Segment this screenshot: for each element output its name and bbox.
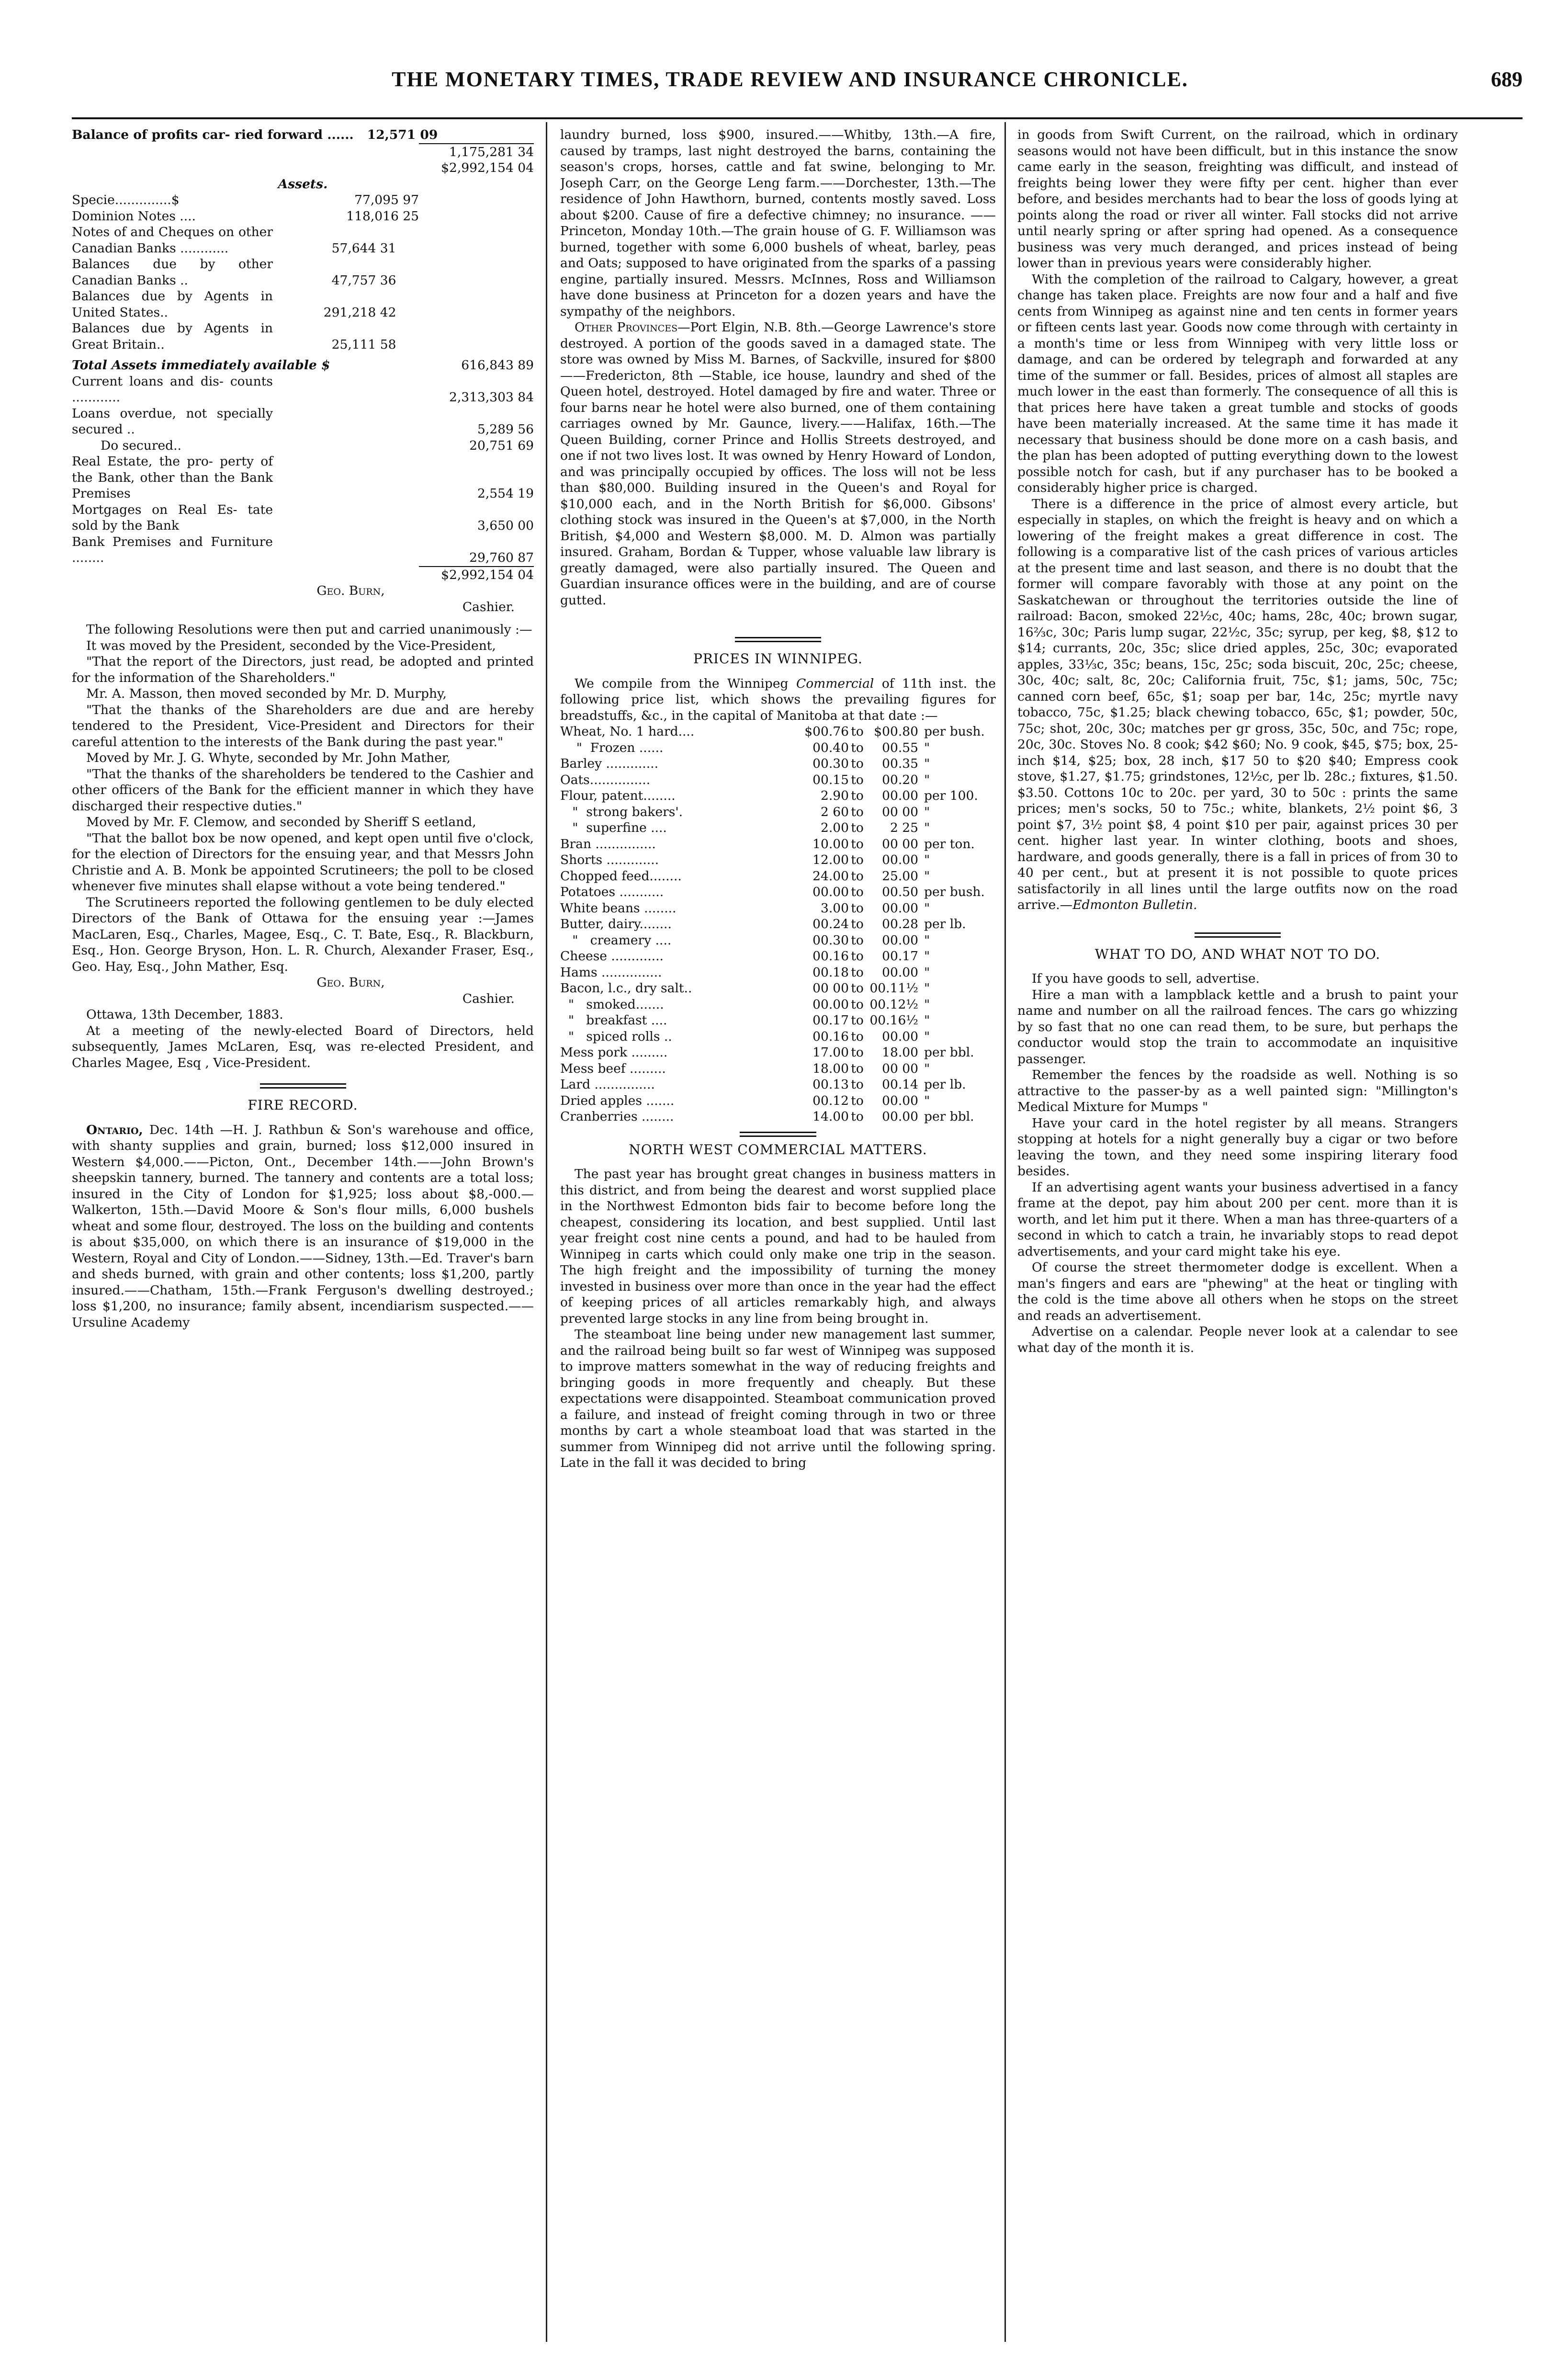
price-to: to xyxy=(851,1093,864,1108)
price-low: 17.00 xyxy=(812,1045,849,1060)
asset-row xyxy=(72,224,534,256)
price-row xyxy=(560,868,996,885)
price-high: 00.20 xyxy=(882,772,918,787)
price-to: to xyxy=(851,1045,864,1060)
price-to: to xyxy=(851,836,864,851)
asset-row xyxy=(72,208,534,225)
loan-label: Current loans and dis- counts ............ xyxy=(72,374,273,405)
lead-word: Other Provinces xyxy=(575,320,678,335)
price-low: 12.00 xyxy=(812,852,849,867)
paragraph: "That the thanks of the shareholders be tendered to the Cashier and other officers of the Bank for the efficient manner in which they have discharged their respective duties." xyxy=(72,766,534,814)
price-unit: " xyxy=(924,740,930,755)
loan-value: 29,760 87 xyxy=(469,550,534,565)
price-low: 00.12 xyxy=(812,1093,849,1108)
price-unit: " xyxy=(924,1093,930,1108)
signature-title: Cashier. xyxy=(462,991,515,1006)
price-high: 00 00 xyxy=(882,1061,918,1076)
paragraph: Have your card in the hotel register by all means. Strangers stopping at hotels for a night generally buy a cigar or two before leaving the town, and they need some inspiring literary food besides. xyxy=(1017,1115,1458,1179)
asset-value: 77,095 97 xyxy=(354,193,419,207)
price-high: 00.17 xyxy=(882,949,918,964)
price-unit: " xyxy=(924,997,930,1012)
price-unit: " xyxy=(924,756,930,771)
column-divider xyxy=(546,122,547,2342)
price-to: to xyxy=(851,900,864,916)
paragraph: The past year has brought great changes in business matters in this district, and from being the dearest and worst supplied place in the Northwest Edmonton bids fair to become before long the cheapest, considering its location, and best supplied. Until last year freight cost nine cents a pound, and had to be hauled from Winnipeg in carts which could only make one trip in the season. The high freight and the impossibility of turning the money invested in business over more than once in the year had the effect of keeping prices of all articles remarkably high, and always prevented large stocks in any line from being brought in. xyxy=(560,1167,996,1326)
asset-label: Balances due by Agents in Great Britain.. xyxy=(72,321,273,352)
price-low: 00.30 xyxy=(812,756,849,771)
price-row xyxy=(560,997,996,1013)
loan-row xyxy=(72,534,534,566)
price-high: 2 25 xyxy=(890,820,918,835)
balance-carried-row xyxy=(72,143,534,160)
dateline: Ottawa, 13th December, 1883. xyxy=(86,1007,283,1022)
price-item-name: " strong bakers'. xyxy=(560,804,683,819)
masthead xyxy=(38,67,1542,110)
price-low: 00 00 xyxy=(812,981,849,996)
assets-list xyxy=(72,192,534,352)
price-high: 00.00 xyxy=(882,900,918,916)
asset-label: Balances due by Agents in United States.. xyxy=(72,289,273,320)
price-row xyxy=(560,740,996,756)
price-unit: " xyxy=(924,1013,930,1028)
price-low: 00.16 xyxy=(812,949,849,964)
price-unit: " xyxy=(924,932,930,948)
asset-label: Notes of and Cheques on other Canadian Banks ............ xyxy=(72,225,273,256)
price-to: to xyxy=(851,868,864,884)
price-row xyxy=(560,852,996,868)
signature-name: Geo. Burn, xyxy=(316,975,385,990)
price-row xyxy=(560,1044,996,1061)
price-to: to xyxy=(851,772,864,787)
price-low: $00.76 xyxy=(804,724,849,739)
price-unit: " xyxy=(924,900,930,916)
price-item-name: " breakfast .... xyxy=(560,1013,667,1028)
price-to: to xyxy=(851,981,864,996)
loan-label: Do secured.. xyxy=(101,438,181,453)
price-row xyxy=(560,932,996,949)
price-high: 00.55 xyxy=(882,740,918,755)
price-row xyxy=(560,836,996,852)
column-1 xyxy=(72,127,534,2347)
price-to: to xyxy=(851,997,864,1012)
price-low: 24.00 xyxy=(812,868,849,884)
fire-record-text: Dec. 14th —H. J. Rathbun & Son's warehouse and office, with shanty supplies and grain, burned; loss $12,000 insured in Western $4,000.——Picton, Ont., December 14th.——John Brown's sheepskin tannery, burned. The tannery and contents are a total loss; insured in the City of London for $1,925; loss about $8,-000.—Walkerton, 15th.—David Moore & Son's flour mills, 6,000 bushels wheat and some flour, destroyed. The loss on the building and contents is about $35,000, on which there is an insurance of $19,000 in the Western, Royal and City of London.——Sidney, 13th.—Ed. Traver's barn and sheds burned, with grain and other contents; loss $1,200, partly insured.——Chatham, 15th.—Frank Ferguson's dwelling destroyed.; loss $1,200, no insurance; family absent, incendiarism suspected.——Ursuline Academy xyxy=(72,1122,534,1330)
price-item-name: Butter, dairy........ xyxy=(560,917,672,931)
section-rule xyxy=(1195,932,1281,938)
price-item-name: " superfine .... xyxy=(560,820,667,835)
price-row xyxy=(560,948,996,965)
price-row xyxy=(560,1109,996,1125)
price-row xyxy=(560,1029,996,1045)
section-heading: WHAT TO DO, AND WHAT NOT TO DO. xyxy=(1094,946,1381,962)
price-row xyxy=(560,788,996,804)
total-liabilities: $2,992,154 04 xyxy=(441,160,534,175)
price-row xyxy=(560,772,996,788)
paragraph: "That the thanks of the Shareholders are due and are hereby tendered to the President, Vice-President and Directors for their careful attention to the interests of the Bank during the past year." xyxy=(72,702,534,749)
section-rule xyxy=(740,1132,816,1137)
grand-total-row xyxy=(72,566,534,583)
price-item-name: " Frozen ...... xyxy=(560,740,664,755)
price-low: 2 60 xyxy=(820,804,849,819)
loan-label: Real Estate, the pro- perty of the Bank, other than the Bank Premises xyxy=(72,454,273,501)
price-high: 25.00 xyxy=(882,868,918,884)
price-to: to xyxy=(851,917,864,931)
price-unit: per bush. xyxy=(924,724,985,739)
grand-total: $2,992,154 04 xyxy=(419,566,534,583)
price-to: to xyxy=(851,852,864,867)
price-unit: per lb. xyxy=(924,1077,966,1092)
intro-text: We compile from the Winnipeg xyxy=(575,676,789,691)
price-to: to xyxy=(851,756,864,771)
header-rule xyxy=(72,117,1523,119)
loan-label: Mortgages on Real Es- tate sold by the Bank xyxy=(72,502,273,533)
price-row xyxy=(560,980,996,997)
section-heading: FIRE RECORD. xyxy=(248,1097,358,1113)
page-title: THE MONETARY TIMES, TRADE REVIEW AND INSURANCE CHRONICLE. xyxy=(392,68,1188,91)
price-unit: " xyxy=(924,772,930,787)
asset-label: Dominion Notes .... xyxy=(72,208,196,224)
balance-carried: 1,175,281 34 xyxy=(419,143,534,160)
price-low: 00.17 xyxy=(812,1013,849,1028)
price-unit: per 100. xyxy=(924,788,978,803)
price-low: 3.00 xyxy=(820,900,849,916)
price-to: to xyxy=(851,1029,864,1044)
price-item-name: " smoked....... xyxy=(560,997,664,1012)
paragraph: laundry burned, loss $900, insured.——Whitby, 13th.—A fire, caused by tramps, last night destroyed the barns, containing the season's crops, horses, cattle and fat swine, belonging to Mr. Joseph Carr, on the George Leng farm.——Dorchester, 13th.—The residence of John Hawthorn, burned, contents mostly saved. Loss about $200. Cause of fire a defective chimney; no insurance. —— Princeton, Monday 10th.—The grain house of G. F. Williamson was burned, together with some 6,000 bushels of wheat, barley, peas and Oats; supposed to have originated from the sparks of a passing engine, partially insured. Messrs. McInnes, Ross and Williamson have done business at Princeton for a dozen years and have the sympathy of the neighbors. xyxy=(560,127,996,319)
price-item-name: Chopped feed........ xyxy=(560,868,682,884)
section-rule xyxy=(735,637,821,642)
loan-value: 2,313,303 84 xyxy=(449,390,534,405)
price-high: $00.80 xyxy=(874,724,918,739)
price-to: to xyxy=(851,1109,864,1124)
loan-row xyxy=(72,374,534,406)
price-row xyxy=(560,756,996,772)
price-item-name: Mess pork ......... xyxy=(560,1045,668,1060)
price-item-name: " creamery .... xyxy=(560,932,672,948)
available-value: 616,843 89 xyxy=(461,358,534,373)
section-heading: PRICES IN WINNIPEG. xyxy=(693,651,863,667)
price-high: 00.00 xyxy=(882,932,918,948)
price-low: 00.00 xyxy=(812,885,849,899)
asset-row xyxy=(72,320,534,352)
price-high: 00 00 xyxy=(882,836,918,851)
price-item-name: Potatoes ........... xyxy=(560,885,664,899)
price-high: 00 00 xyxy=(882,804,918,819)
price-high: 00.12½ xyxy=(869,997,918,1012)
price-item-name: White beans ........ xyxy=(560,900,677,916)
price-high: 00.00 xyxy=(882,788,918,803)
price-high: 00.11½ xyxy=(869,981,918,996)
paragraph: The following Resolutions were then put and carried unanimously :— xyxy=(86,622,532,637)
price-unit: " xyxy=(924,965,930,980)
price-item-name: Hams ............... xyxy=(560,965,662,980)
price-row xyxy=(560,724,996,740)
price-item-name: Cheese ............. xyxy=(560,949,664,964)
price-low: 2.00 xyxy=(820,820,849,835)
price-row xyxy=(560,1061,996,1077)
source-credit: Edmonton Bulletin. xyxy=(1072,897,1197,912)
column-3 xyxy=(1017,127,1458,2347)
price-to: to xyxy=(851,740,864,755)
paragraph: —Port Elgin, N.B. 8th.—George Lawrence's store destroyed. A portion of the goods saved in a damaged state. The store was owned by Miss M. Barnes, of Sackville, insured for $800 ——Fredericton, 8th —Stable, ice house, laundry and shed of the Queen hotel, destroyed. Hotel damaged by fire and water. Three or four barns near he hotel were also burned, one of them containing carriages owned by Mr. Gaunce, livery.——Halifax, 16th.—The Queen Building, corner Prince and Hollis Streets destroyed, and one if not two lives lost. It was owned by Henry Howard of London, and was principally occupied by offices. The loss will not be less than $80,000. Building insured in the Queen's and Royal for $10,000 each, and in the North British for $6,000. Gibsons' clothing stock was insured in the Queen's at $7,000, in the North British, $4,000 and Western $8,000. M. D. Almon was partially insured. Graham, Bordan & Tupper, whose valuable law library is greatly damaged, were also partially insured. The Queen and Guardian insurance offices were in the building, and are of course gutted. xyxy=(560,320,996,608)
price-low: 00.30 xyxy=(812,932,849,948)
price-high: 18.00 xyxy=(882,1045,918,1060)
page-number: 689 xyxy=(1491,68,1523,91)
balance-label: Balance of profits car- ried forward ...... xyxy=(72,127,354,142)
price-unit: " xyxy=(924,868,930,884)
price-high: 00.28 xyxy=(882,917,918,931)
price-high: 00.00 xyxy=(882,1093,918,1108)
price-row xyxy=(560,1093,996,1109)
source-name: Commercial xyxy=(796,676,874,691)
asset-row xyxy=(72,288,534,320)
balance-row xyxy=(72,127,534,143)
price-unit: per lb. xyxy=(924,917,966,931)
lead-word: Ontario, xyxy=(86,1122,143,1137)
paragraph: If you have goods to sell, advertise. xyxy=(1032,971,1260,986)
loan-row xyxy=(72,406,534,438)
paragraph: "That the ballot box be now opened, and kept open until five o'clock, for the election of Directors for the ensuing year, and that Messrs John Christie and A. B. Monk be appointed Scrutineers; the poll to be closed whenever five minutes shall elapse without a vote being tendered." xyxy=(72,830,534,894)
price-to: to xyxy=(851,885,864,899)
price-unit: per bbl. xyxy=(924,1109,974,1124)
section-heading: NORTH WEST COMMERCIAL MATTERS. xyxy=(629,1141,927,1158)
price-high: 00.14 xyxy=(882,1077,918,1092)
total-row xyxy=(72,160,534,176)
assets-heading: Assets. xyxy=(278,176,328,192)
price-to: to xyxy=(851,1013,864,1028)
paragraph: Mr. A. Masson, then moved seconded by Mr. D. Murphy, xyxy=(86,686,447,701)
price-to: to xyxy=(851,820,864,835)
loan-label: Bank Premises and Furniture ........ xyxy=(72,534,273,565)
price-to: to xyxy=(851,1077,864,1092)
paragraph: Remember the fences by the roadside as well. Nothing is so attractive to the passer-by as a well painted sign: "Millington's Medical Mixture for Mumps " xyxy=(1017,1067,1458,1114)
balance-value: 12,571 09 xyxy=(367,127,438,142)
paragraph: in goods from Swift Current, on the railroad, which in ordinary seasons would not have been difficult, but in this instance the snow came early in the season, freighting was difficult, and instead of freights being lower they were fifty per cent. higher than ever before, and besides merchants had to bear the loss of goods lying at points along the road or river all winter. Fall stocks did not arrive until nearly spring or after spring had opened. As a consequence business was very much deranged, and prices instead of being lower than in previous years were considerably higher. xyxy=(1017,127,1458,271)
paragraph: Of course the street thermometer dodge is excellent. When a man's fingers and ears are "phewing" at the heat or tingling with the cold is the time above all others when he stops on the street and reads an advertisement. xyxy=(1017,1260,1458,1323)
paragraph: It was moved by the President, seconded by the Vice-President, xyxy=(86,638,496,653)
price-unit: " xyxy=(924,1029,930,1044)
loan-value: 3,650 00 xyxy=(477,518,534,533)
price-unit: " xyxy=(924,820,930,835)
column-2 xyxy=(560,127,996,2347)
paragraph: "That the report of the Directors, just read, be adopted and printed for the information of the Shareholders." xyxy=(72,654,534,685)
price-unit: " xyxy=(924,949,930,964)
signature-name: Geo. Burn, xyxy=(316,583,385,598)
asset-label: Balances due by other Canadian Banks .. xyxy=(72,257,273,288)
asset-value: 47,757 36 xyxy=(331,272,396,288)
price-high: 00.00 xyxy=(882,852,918,867)
price-to: to xyxy=(851,788,864,803)
paragraph: Moved by Mr. J. G. Whyte, seconded by Mr. John Mather, xyxy=(86,750,451,765)
price-to: to xyxy=(851,932,864,948)
price-unit: per bush. xyxy=(924,885,985,899)
asset-value: 291,218 42 xyxy=(323,305,396,320)
price-row xyxy=(560,884,996,900)
price-item-name: Dried apples ....... xyxy=(560,1093,675,1108)
loan-row xyxy=(72,454,534,502)
price-item-name: " spiced rolls .. xyxy=(560,1029,672,1044)
price-item-name: Oats............... xyxy=(560,772,651,787)
price-item-name: Flour, patent........ xyxy=(560,788,676,803)
paragraph: The steamboat line being under new management last summer, and the railroad being built so far west of Winnipeg was supposed to improve matters somewhat in the way of reducing freights and bringing goods in more frequently and cheaply. But these expectations were disappointed. Steamboat communication proved a failure, and instead of freight coming through in two or three months by cart a whole steamboat load that was started in the summer from Winnipeg did not arrive until the following spring. Late in the fall it was decided to bring xyxy=(560,1327,996,1470)
paragraph: The Scrutineers reported the following gentlemen to be duly elected Directors of the Bank of Ottawa for the ensuing year :—James MacLaren, Esq., Charles, Magee, Esq., C. T. Bate, Esq., R. Blackburn, Esq., Hon. George Bryson, Hon. L. R. Church, Alexander Fraser, Esq., Geo. Hay, Esq., John Mather, Esq. xyxy=(72,895,534,974)
loan-row xyxy=(72,502,534,534)
loans-list xyxy=(72,374,534,566)
price-to: to xyxy=(851,804,864,819)
price-to: to xyxy=(851,724,864,739)
asset-value: 25,111 58 xyxy=(331,337,396,352)
price-unit: per ton. xyxy=(924,836,975,851)
asset-row xyxy=(72,192,534,208)
price-unit: " xyxy=(924,804,930,819)
price-unit: " xyxy=(924,852,930,867)
price-high: 00.35 xyxy=(882,756,918,771)
loan-value: 5,289 56 xyxy=(477,422,534,437)
paragraph: There is a difference in the price of almost every article, but especially in staples, on which the freight is heavy and on which a lowering of the freight makes a great difference in cost. The following is a comparative list of the cash prices of various articles at the present time and last season, and there is no doubt that the former will compare favorably with those at any point on the Saskatchewan or throughout the territories outside the line of railroad: Bacon, smoked 22½c, 40c; hams, 28c, 40c; brown sugar, 16⅔c, 30c; Paris lump sugar, 22½c, 35c; syrup, per keg, $8, $12 to $14; currants, 20c, 35c; slice dried apples, 25c, 30c; evaporated apples, 33⅓c, 35c; beans, 15c, 25c; soda biscuit, 20c, 25c; cheese, 30c, 40c; salt, 8c, 20c; California fruit, 75c, $1; jams, 50c, 75c; canned corn beef, 65c, $1; soap per bar, 14c, 25c; myrtle navy tobacco, 75c, $1.25; black chewing tobacco, 65c, $1; powder, 50c, 75c; shot, 20c, 30c; matches per gr gross, 35c, 50c, and 75c; rope, 20c, 30c. Stoves No. 8 cook; $42 $60; No. 9 cook, $45, $75; box, 25-inch $14, $25; box, 28 inch, $17 50 to $20 $40; Empress cook stove, $1.27, $1.75; grindstones, 12½c, per lb. 28c.; fixtures, $1.50. $3.50. Cottons 10c to 20c. per yard, 30 to 50c : prints the same prices; men's socks, 50 to 75c.; white, blankets, 2½ point $6, 3 point $7, 3½ point $8, 4 point $10 per pair, against prices 30 per cent. higher last year. In winter clothing, boots and shoes, hardware, and goods generally, there is a fall in prices of from 30 to 40 per cent., but at present it is not possible to quote prices satisfactorily in all lines until the large outfits now on the road arrive.— xyxy=(1017,496,1458,912)
price-low: 00.00 xyxy=(812,997,849,1012)
asset-value: 57,644 31 xyxy=(331,240,396,256)
price-item-name: Barley ............. xyxy=(560,756,658,771)
price-unit: " xyxy=(924,1061,930,1076)
price-row xyxy=(560,900,996,917)
available-row xyxy=(72,357,534,374)
price-row xyxy=(560,1012,996,1029)
price-low: 00.13 xyxy=(812,1077,849,1092)
price-list xyxy=(560,724,996,1125)
paragraph: At a meeting of the newly-elected Board of Directors, held subsequently, James McLaren, Esq, was re-elected President, and Charles Magee, Esq , Vice-President. xyxy=(72,1023,534,1070)
price-item-name: Shorts ............. xyxy=(560,852,659,867)
price-unit: " xyxy=(924,981,930,996)
price-item-name: Mess beef ......... xyxy=(560,1061,666,1076)
section-rule xyxy=(260,1083,346,1089)
price-item-name: Lard ............... xyxy=(560,1077,655,1092)
intro-text: of 11th inst. the following price list, which shows the prevailing figures for breadstuffs, &c., in the capital of Manitoba at that date :— xyxy=(560,676,996,723)
price-low: 2.90 xyxy=(820,788,849,803)
paragraph: If an advertising agent wants your business advertised in a fancy frame at the depot, pay him about 200 per cent. more than it is worth, and let him put it there. When a man has three-quarters of a second in which to catch a train, he invariably stops to read depot advertisements, and your card might take his eye. xyxy=(1017,1180,1458,1259)
asset-label: Specie..............$ xyxy=(72,193,180,207)
price-high: 00.00 xyxy=(882,1109,918,1124)
price-low: 00.15 xyxy=(812,772,849,787)
price-high: 00.00 xyxy=(882,1029,918,1044)
price-low: 10.00 xyxy=(812,836,849,851)
loan-value: 2,554 19 xyxy=(477,486,534,501)
signature-title: Cashier. xyxy=(462,599,515,614)
asset-value: 118,016 25 xyxy=(346,208,419,224)
price-unit: per bbl. xyxy=(924,1045,974,1060)
price-row xyxy=(560,804,996,820)
price-low: 14.00 xyxy=(812,1109,849,1124)
price-row xyxy=(560,916,996,932)
price-low: 00.24 xyxy=(812,917,849,931)
price-low: 00.16 xyxy=(812,1029,849,1044)
price-item-name: Bacon, l.c., dry salt.. xyxy=(560,981,692,996)
price-low: 00.18 xyxy=(812,965,849,980)
price-low: 00.40 xyxy=(812,740,849,755)
column-divider xyxy=(1004,122,1006,2342)
price-item-name: Bran ............... xyxy=(560,836,656,851)
price-item-name: Cranberries ........ xyxy=(560,1109,674,1124)
loan-row xyxy=(72,438,534,454)
loan-value: 20,751 69 xyxy=(469,438,534,453)
available-label: Total Assets immediately available $ xyxy=(72,358,330,373)
price-to: to xyxy=(851,965,864,980)
price-item-name: Wheat, No. 1 hard.... xyxy=(560,724,695,739)
paragraph: With the completion of the railroad to Calgary, however, a great change has taken place. Freights are now four and a half and five cents from Winnipeg as against nine and ten cents in former years or fifteen cents last year. Goods now come through with certainty in a month's time or less from Winnipeg with very little loss or damage, and can be ordered by telegraph and forwarded at any time of the summer or fall. Besides, prices of almost all staples are much lower in the east than formerly. The consequence of all this is that prices here have taken a great tumble and stocks of goods have been materially increased. At the same time it has made it necessary that business should be done more on a cash basis, and the plan has been adopted of putting everything down to the lowest possible notch for cash, but if any purchaser has to be booked a considerably higher price is charged. xyxy=(1017,272,1458,495)
paragraph: Moved by Mr. F. Clemow, and seconded by Sheriff S eetland, xyxy=(86,815,476,829)
paragraph: Advertise on a calendar. People never look at a calendar to see what day of the month it is. xyxy=(1017,1324,1458,1355)
price-high: 00.16½ xyxy=(869,1013,918,1028)
paragraph: Hire a man with a lampblack kettle and a brush to paint your name and number on all the railroad fences. The cars go whizzing by so fast that no one can read them, to be sure, but perhaps the conductor would stop the train to accommodate an inquisitive passenger. xyxy=(1017,987,1458,1067)
price-high: 00.00 xyxy=(882,965,918,980)
price-to: to xyxy=(851,1061,864,1076)
price-row xyxy=(560,965,996,981)
price-high: 00.50 xyxy=(882,885,918,899)
price-to: to xyxy=(851,949,864,964)
price-low: 18.00 xyxy=(812,1061,849,1076)
price-row xyxy=(560,820,996,836)
price-row xyxy=(560,1077,996,1093)
asset-row xyxy=(72,256,534,288)
loan-label: Loans overdue, not specially secured .. xyxy=(72,406,273,437)
